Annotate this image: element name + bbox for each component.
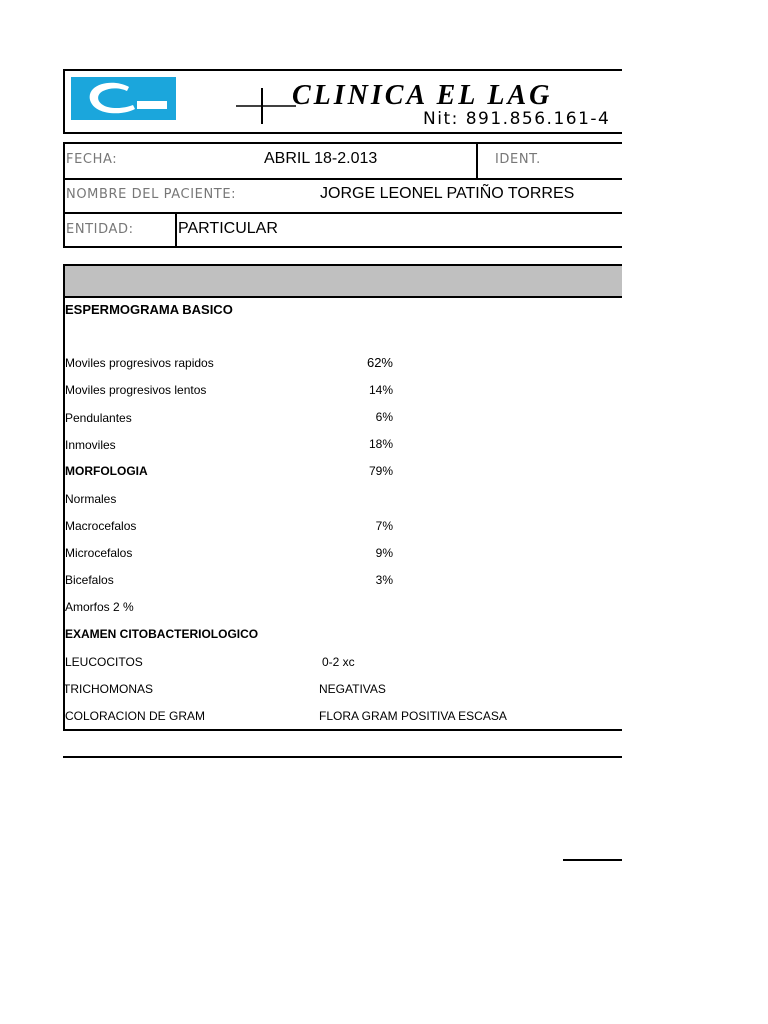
result-value: NEGATIVAS (319, 682, 386, 696)
result-label: Amorfos 2 % (65, 600, 134, 614)
nombre-value: JORGE LEONEL PATIÑO TORRES (320, 185, 575, 202)
result-label: Microcefalos (65, 546, 133, 560)
result-value: 3% (375, 573, 393, 587)
clinic-name: CLINICA EL LAG (292, 80, 553, 111)
result-label: Macrocefalos (65, 519, 137, 533)
results-header-band (63, 264, 622, 298)
ident-label: IDENT. (495, 152, 541, 167)
entidad-label: ENTIDAD: (66, 222, 134, 237)
fecha-value: ABRIL 18-2.013 (264, 150, 378, 167)
logo-c-icon (71, 77, 176, 120)
result-label: Inmoviles (65, 438, 116, 452)
result-value: 6% (375, 410, 393, 424)
section-title-espermograma: ESPERMOGRAMA BASICO (65, 302, 233, 317)
result-label: Pendulantes (65, 411, 132, 425)
clinic-nit: Nit: 891.856.161-4 (423, 109, 611, 129)
result-label: Moviles progresivos lentos (65, 383, 207, 397)
result-value: 79% (368, 464, 393, 478)
signature-line (563, 859, 622, 861)
fecha-label: FECHA: (66, 152, 118, 167)
result-label: TRICHOMONAS (63, 682, 153, 696)
result-label: Bicefalos (65, 573, 114, 587)
result-value: 14% (368, 383, 393, 397)
result-value: FLORA GRAM POSITIVA ESCASA (319, 709, 507, 723)
result-label: MORFOLOGIA (65, 464, 148, 478)
row-entidad (63, 214, 622, 248)
result-value: 9% (375, 546, 393, 560)
footer-divider (63, 756, 622, 758)
section-title-citobacteriologico: EXAMEN CITOBACTERIOLOGICO (65, 627, 259, 641)
result-value: 0-2 xc (322, 655, 355, 669)
result-label: LEUCOCITOS (65, 655, 143, 669)
result-value: 18% (368, 437, 393, 451)
result-value: 62% (366, 355, 393, 370)
result-label: Normales (65, 492, 117, 506)
entidad-value: PARTICULAR (178, 220, 278, 237)
header-cross-mark (236, 86, 296, 126)
result-label: COLORACION DE GRAM (65, 709, 206, 723)
result-value: 7% (375, 519, 393, 533)
nombre-label: NOMBRE DEL PACIENTE: (66, 187, 237, 202)
divider-ident (476, 142, 478, 178)
clinic-logo (71, 77, 176, 120)
result-label: Moviles progresivos rapidos (65, 356, 214, 370)
divider-entidad (175, 212, 177, 246)
